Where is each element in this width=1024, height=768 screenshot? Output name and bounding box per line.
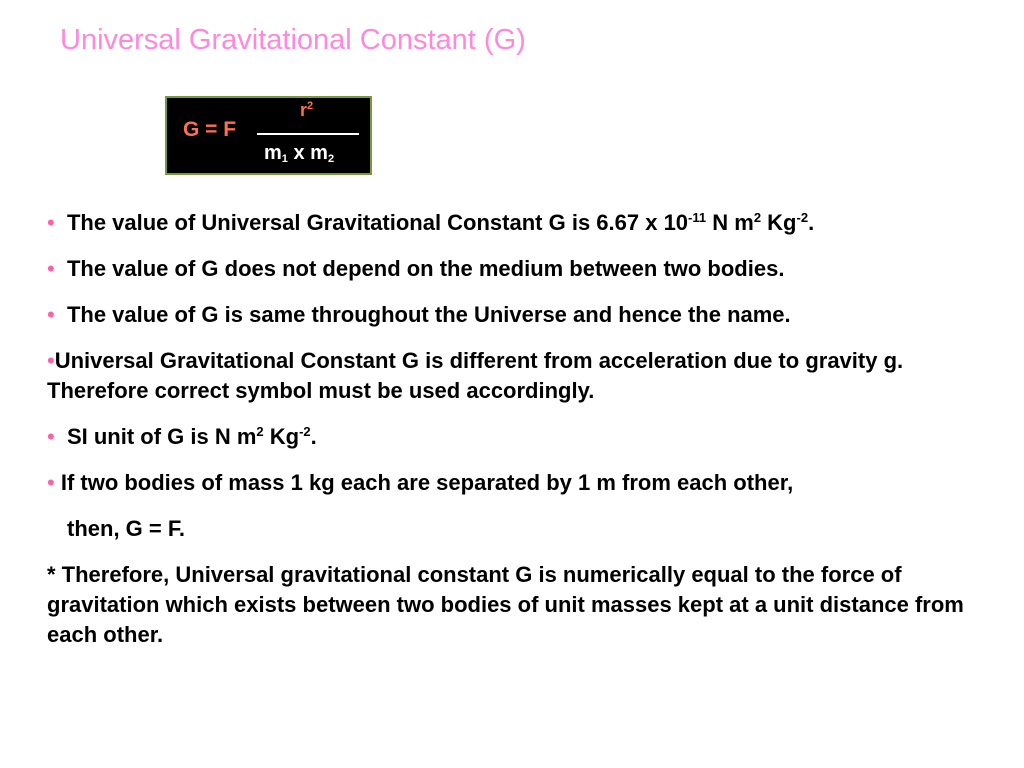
numerator-exponent: 2 bbox=[307, 100, 314, 112]
p5-exp2: -2 bbox=[299, 424, 311, 439]
p1-exp3: -2 bbox=[796, 210, 809, 225]
p5-text-c: . bbox=[310, 424, 317, 449]
formula-lhs: G = F bbox=[183, 118, 237, 141]
formula-numerator bbox=[300, 100, 313, 121]
bullet-icon: • bbox=[47, 424, 55, 449]
bullet-icon: • bbox=[47, 210, 55, 235]
point-medium bbox=[47, 254, 987, 284]
p2-text: The value of G does not depend on the medium between two bodies. bbox=[66, 256, 785, 281]
p1-text-d: . bbox=[808, 210, 815, 235]
slide-body bbox=[47, 208, 987, 650]
p6-line1: If two bodies of mass 1 kg each are separated by 1 m from each other, bbox=[60, 470, 794, 495]
bullet-icon: • bbox=[47, 470, 55, 495]
den-m1: m bbox=[264, 142, 282, 164]
den-sub2: 2 bbox=[327, 153, 335, 165]
point-unit-masses-cont bbox=[47, 514, 987, 544]
p1-text-c: Kg bbox=[761, 210, 797, 235]
conclusion bbox=[47, 560, 987, 650]
bullet-icon: • bbox=[47, 302, 55, 327]
fraction-bar bbox=[257, 133, 359, 135]
p5-text-a: SI unit of G is N m bbox=[66, 424, 257, 449]
point-unit-masses bbox=[47, 468, 987, 498]
point-value-of-g bbox=[47, 208, 987, 238]
den-sub1: 1 bbox=[281, 153, 288, 165]
numerator-base: r bbox=[300, 100, 308, 120]
bullet-icon: • bbox=[47, 348, 55, 373]
conclusion-text: * Therefore, Universal gravitational constant G is numerically equal to the force of gravitation which exists between two bodies of unit masses kept at a unit distance from each other. bbox=[47, 562, 964, 647]
formula-box bbox=[165, 96, 372, 175]
p1-text-b: N m bbox=[706, 210, 754, 235]
formula-denominator bbox=[264, 142, 334, 165]
bullet-icon: • bbox=[47, 256, 55, 281]
p4-text: Universal Gravitational Constant G is different from acceleration due to gravity g. Therefore correct symbol must be used accordingly. bbox=[47, 348, 904, 403]
p3-text: The value of G is same throughout the Universe and hence the name. bbox=[66, 302, 791, 327]
slide-title: Universal Gravitational Constant (G) bbox=[60, 24, 526, 56]
p5-exp1: 2 bbox=[256, 424, 264, 439]
point-g-vs-gravity bbox=[47, 346, 987, 406]
p1-exp1: -11 bbox=[688, 210, 707, 225]
point-si-unit bbox=[47, 422, 987, 452]
point-universe bbox=[47, 300, 987, 330]
p6-line2: then, G = F. bbox=[67, 516, 185, 541]
p5-text-b: Kg bbox=[263, 424, 300, 449]
den-times: x m bbox=[287, 142, 328, 164]
p1-text-a: The value of Universal Gravitational Constant G is 6.67 x 10 bbox=[66, 210, 689, 235]
p1-exp2: 2 bbox=[753, 210, 762, 225]
